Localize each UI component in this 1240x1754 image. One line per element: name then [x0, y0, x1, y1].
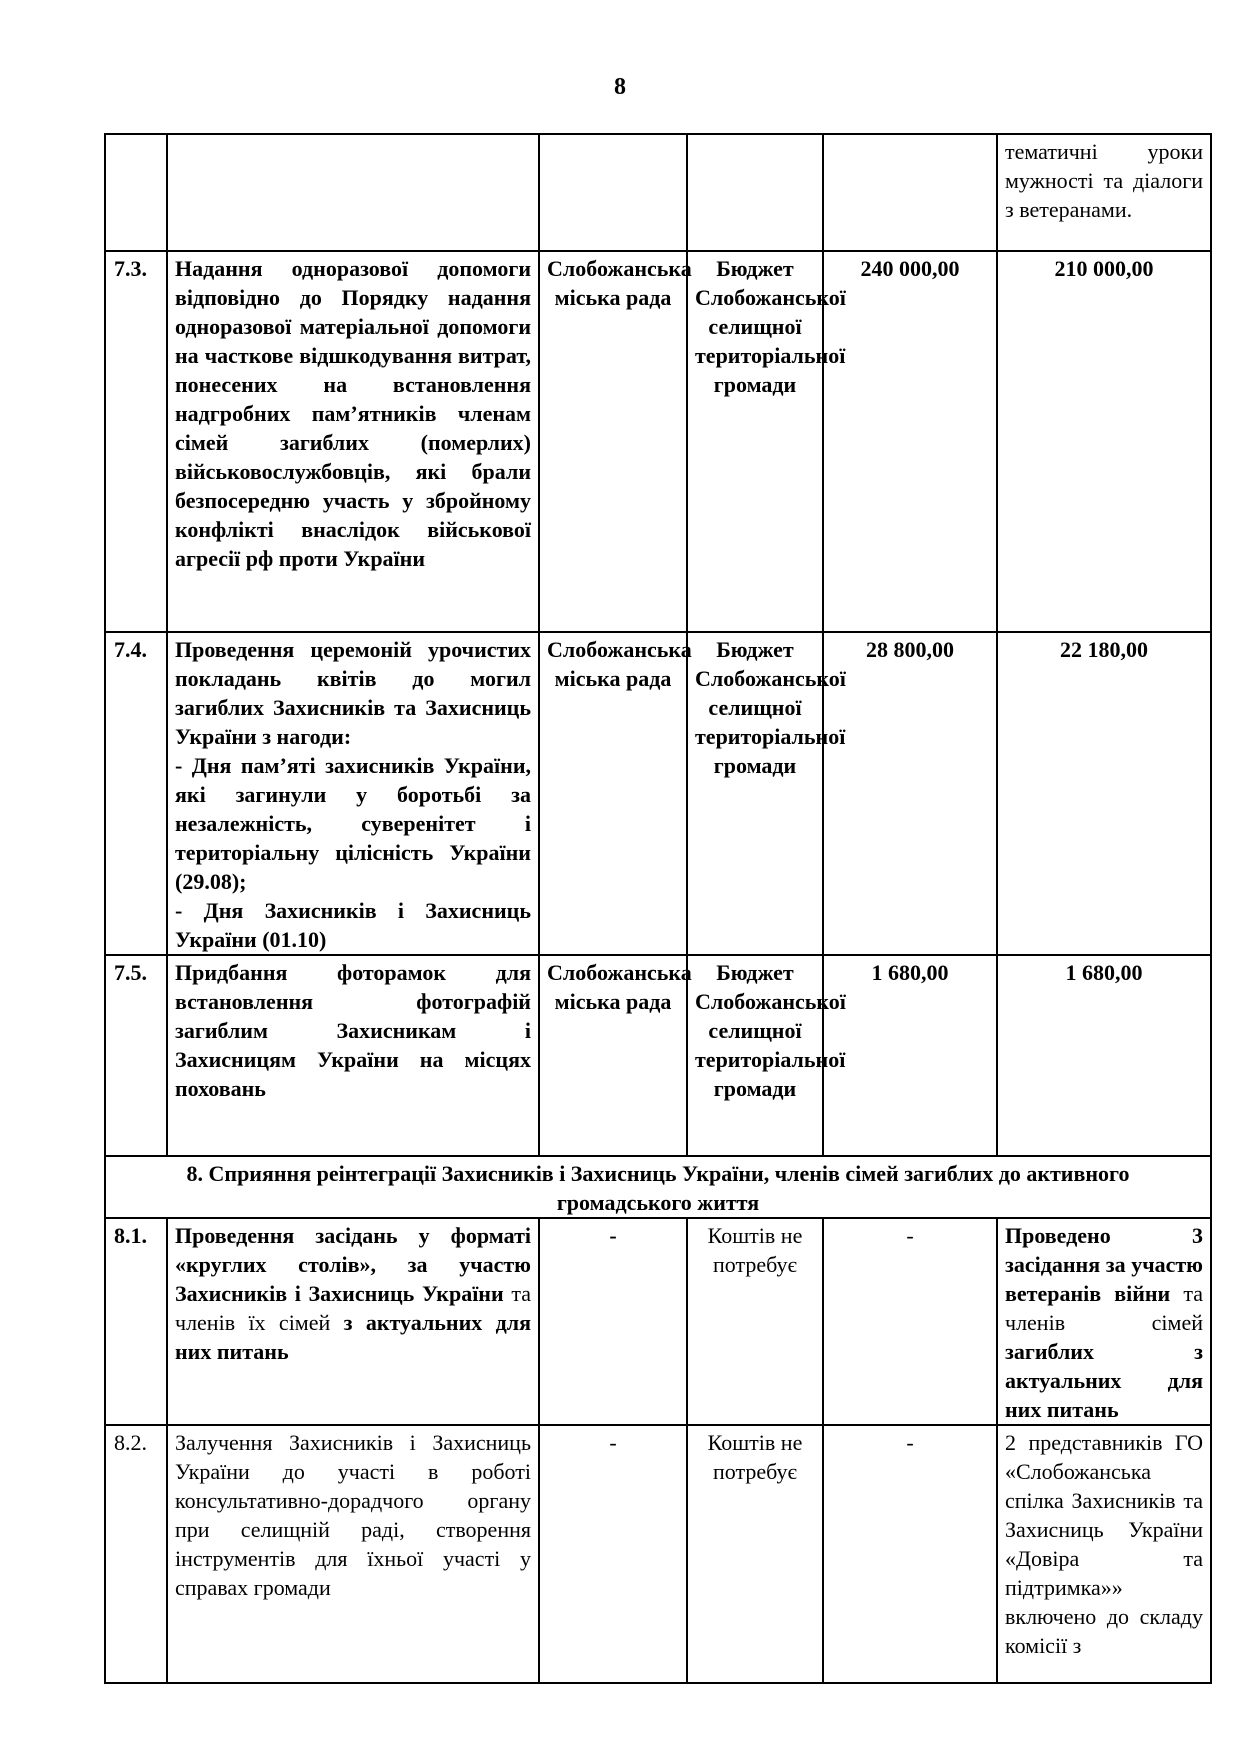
cell-executor: Слобожанська міська рада: [539, 955, 687, 1156]
cell-source: [687, 134, 823, 251]
section-8-title: 8. Сприяння реінтеграції Захисників і Захисниць України, членів сімей загиблих до активного громадського життя: [105, 1156, 1211, 1218]
description-item: - Дня Захисників і Захисниць України (01.10): [175, 898, 531, 952]
cell-executor: -: [539, 1218, 687, 1425]
table-row-7-3: [105, 251, 1211, 632]
cell-planned: -: [823, 1425, 997, 1683]
cell-source: Коштів не потребує: [687, 1218, 823, 1425]
result-part: Проведено 3 засідання за участю ветеранів війни: [1005, 1223, 1203, 1306]
cell-source: Бюджет Слобожанської селищної територіальної громади: [687, 632, 823, 955]
table-row-7-4: [105, 632, 1211, 955]
program-table: [104, 133, 1212, 1684]
cell-result: тематичні уроки мужності та діалоги з ветеранами.: [997, 134, 1211, 251]
cell-source: Бюджет Слобожанської селищної територіальної громади: [687, 955, 823, 1156]
cell-planned: [823, 134, 997, 251]
cell-num: 8.2.: [105, 1425, 167, 1683]
cell-num: 8.1.: [105, 1218, 167, 1425]
result-part: та членів сімей: [1005, 1281, 1203, 1335]
description-intro: Проведення церемоній урочистих покладань квітів до могил загиблих Захисників та Захисниць України з нагоди:: [175, 637, 531, 749]
cell-description: [167, 632, 539, 955]
cell-num: 7.3.: [105, 251, 167, 632]
description-part: з актуальних для них питань: [175, 1310, 532, 1364]
cell-num: 7.4.: [105, 632, 167, 955]
cell-actual: 210 000,00: [997, 251, 1211, 632]
cell-description: Залучення Захисників і Захисниць України до участі в роботі консультативно-дорадчого органу при селищній раді, створення інструментів для їхньої участі у справах громади: [167, 1425, 539, 1683]
cell-planned: 1 680,00: [823, 955, 997, 1156]
cell-executor: Слобожанська міська рада: [539, 632, 687, 955]
description-part: та членів їх сімей: [175, 1281, 531, 1335]
cell-result: [997, 1218, 1211, 1425]
section-heading-row: [105, 1156, 1211, 1218]
cell-description: [167, 1218, 539, 1425]
description-part: Проведення засідань у форматі «круглих столів», за участю Захисників і Захисниць України: [175, 1223, 531, 1306]
description-item: - Дня пам’яті захисників України, які загинули у боротьбі за незалежність, суверенітет і територіальну цілісність України (29.08);: [175, 753, 531, 894]
cell-description: [167, 134, 539, 251]
cell-executor: [539, 134, 687, 251]
cell-planned: 28 800,00: [823, 632, 997, 955]
cell-source: Коштів не потребує: [687, 1425, 823, 1683]
result-part: загиблих з актуальних для них питань: [1005, 1339, 1203, 1422]
cell-num: [105, 134, 167, 251]
page-number: 8: [614, 74, 626, 100]
cell-source: Бюджет Слобожанської селищної територіальної громади: [687, 251, 823, 632]
table-row-8-1: [105, 1218, 1211, 1425]
cell-result: 2 представників ГО «Слобожанська спілка Захисників та Захисниць України «Довіра та підтримка»» включено до складу комісії з: [997, 1425, 1211, 1683]
cell-executor: -: [539, 1425, 687, 1683]
cell-planned: -: [823, 1218, 997, 1425]
cell-actual: 1 680,00: [997, 955, 1211, 1156]
table-row-7-5: [105, 955, 1211, 1156]
cell-executor: Слобожанська міська рада: [539, 251, 687, 632]
table-row-continued: [105, 134, 1211, 251]
cell-description: Надання одноразової допомоги відповідно до Порядку надання одноразової матеріальної допомоги на часткове відшкодування витрат, понесених на встановлення надгробних пам’ятників членам сімей загиблих (померлих) військовослужбовців, які брали безпосередню участь у збройному конфлікті внаслідок військової агресії рф проти України: [167, 251, 539, 632]
table-row-8-2: [105, 1425, 1211, 1683]
cell-description: Придбання фоторамок для встановлення фотографій загиблим Захисникам і Захисницям України на місцях поховань: [167, 955, 539, 1156]
cell-actual: 22 180,00: [997, 632, 1211, 955]
cell-num: 7.5.: [105, 955, 167, 1156]
cell-planned: 240 000,00: [823, 251, 997, 632]
